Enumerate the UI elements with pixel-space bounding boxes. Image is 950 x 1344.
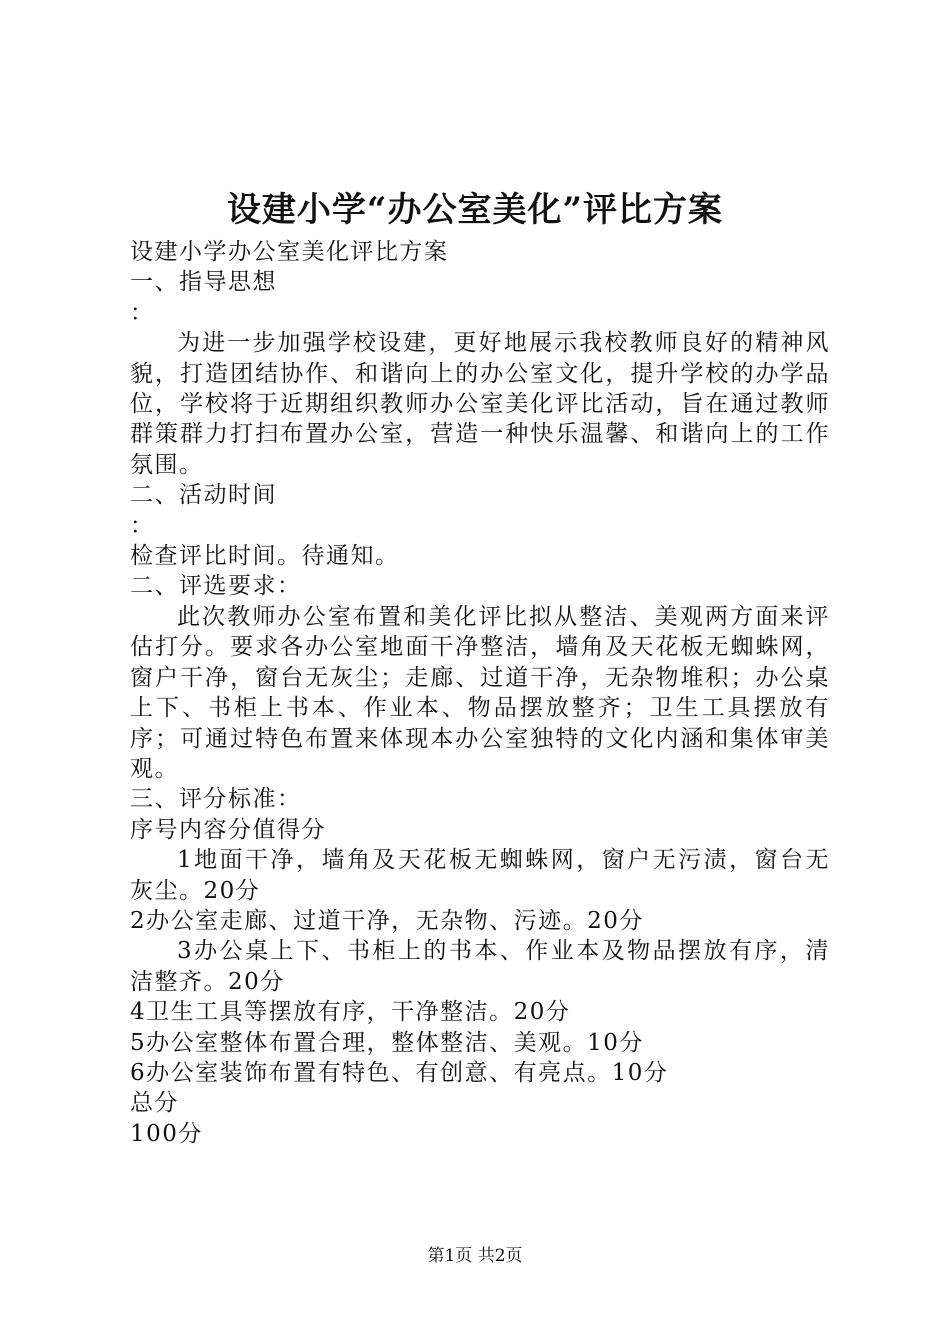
- page-number-footer: 第1页 共2页: [427, 1246, 523, 1266]
- paragraph-selection-requirements: 此次教师办公室布置和美化评比拟从整洁、美观两方面来评估打分。要求各办公室地面干净整洁，墙角及天花板无蜘蛛网，窗户干净，窗台无灰尘；走廊、过道干净，无杂物堆积；办公桌上下、书柜上书本、作业本、物品摆放整齐；卫生工具摆放有序；可通过特色布置来体现本办公室独特的文化内涵和集体审美观。: [130, 603, 830, 782]
- scoring-item-1: 1地面干净，墙角及天花板无蜘蛛网，窗户无污渍，窗台无灰尘。20分: [130, 847, 830, 904]
- total-score: 100分: [130, 1120, 203, 1147]
- section-heading-scoring-standard: 三、评分标准：: [130, 786, 302, 813]
- scoring-item-2: 2办公室走廊、过道干净，无杂物、污迹。20分: [130, 907, 644, 934]
- section-heading-guiding-ideology: 一、指导思想: [130, 269, 277, 296]
- paragraph-guiding-ideology: 为进一步加强学校设建，更好地展示我校教师良好的精神风貌，打造团结协作、和谐向上的办公室文化，提升学校的办学品位，学校将于近期组织教师办公室美化评比活动，旨在通过教师群策群力打扫布置办公室，营造一种快乐温馨、和谐向上的工作氛围。: [130, 330, 830, 478]
- section-heading-selection-requirements: 二、评选要求：: [130, 573, 302, 600]
- scoring-table-header: 序号内容分值得分: [130, 816, 326, 843]
- scoring-item-3: 3办公桌上下、书柜上的书本、作业本及物品摆放有序，清洁整齐。20分: [130, 938, 830, 995]
- paragraph-activity-time: 检查评比时间。待通知。: [130, 543, 400, 570]
- document-body: [130, 237, 830, 1149]
- scoring-item-4: 4卫生工具等摆放有序，干净整洁。20分: [130, 999, 571, 1026]
- subtitle-line: 设建小学办公室美化评比方案: [130, 239, 449, 265]
- colon-line: ：: [130, 299, 155, 326]
- total-label: 总分: [130, 1090, 179, 1117]
- scoring-item-5: 5办公室整体布置合理，整体整洁、美观。10分: [130, 1029, 644, 1056]
- document-title: 设建小学“办公室美化”评比方案: [226, 190, 724, 230]
- colon-line: ：: [130, 512, 155, 539]
- scoring-item-6: 6办公室装饰布置有特色、有创意、有亮点。10分: [130, 1059, 669, 1086]
- section-heading-activity-time: 二、活动时间: [130, 482, 277, 509]
